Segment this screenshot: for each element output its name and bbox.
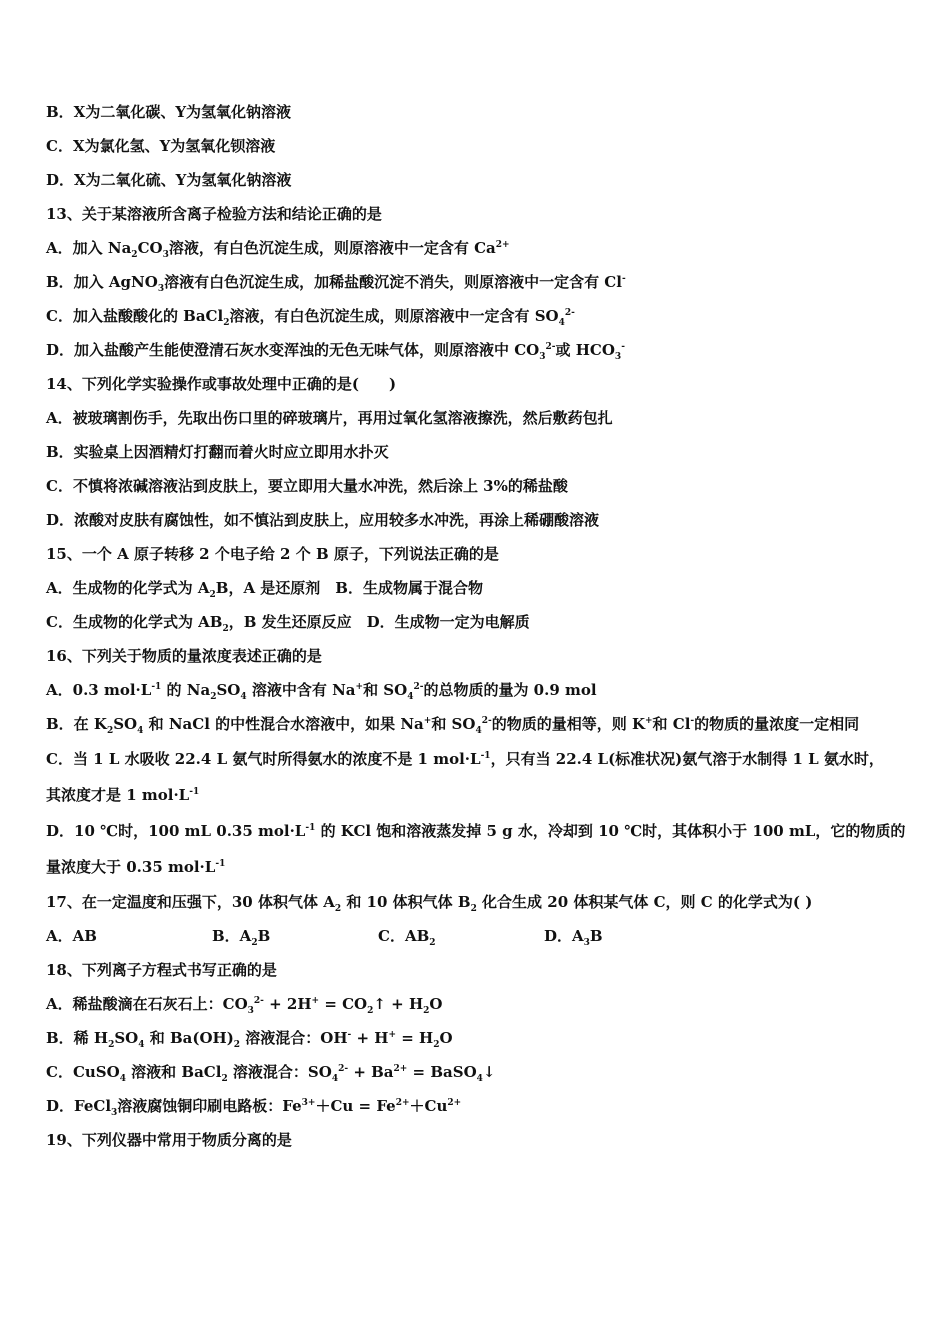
q14-stem: 14、下列化学实验操作或事故处理中正确的是( ) xyxy=(46,375,397,393)
q16-stem: 16、下列关于物质的量浓度表述正确的是 xyxy=(46,647,322,665)
q15-options-cd: C．生成物的化学式为 $AB_2$，B 发生还原反应 D．生成物一定为电解质 xyxy=(46,613,530,634)
q18-option-b: B．稀 $H_2SO_4$ 和 $Ba(OH)_2$ 溶液混合：$OH^- + H^+ = H_2O$ xyxy=(46,1029,453,1050)
q19-stem: 19、下列仪器中常用于物质分离的是 xyxy=(46,1131,292,1149)
q17-option-d: D．$A_3B$ xyxy=(544,927,603,948)
q15-options-ab: A．生成物的化学式为 $A_2B$，A 是还原剂 B．生成物属于混合物 xyxy=(46,579,483,600)
q17-option-a: A．AB xyxy=(46,927,97,945)
q14-option-d: D．浓酸对皮肤有腐蚀性，如不慎沾到皮肤上，应用较多水冲洗，再涂上稀硼酸溶液 xyxy=(46,511,600,529)
q13-option-a: A．加入 $Na_2CO_3$溶液，有白色沉淀生成，则原溶液中一定含有 $Ca^{2+}$ xyxy=(46,239,510,260)
q17-stem: 17、在一定温度和压强下，30 体积气体 $A_2$ 和 10 体积气体 $B_2$ 化合生成 20 体积某气体 C，则 C 的化学式为( ) xyxy=(46,893,813,914)
q18-stem: 18、下列离子方程式书写正确的是 xyxy=(46,961,277,979)
q16-option-c: C．当 1 L 水吸收 22.4 L 氨气时所得氨水的浓度不是 1 $mol\cdot L^{-1}$，只有当 22.4 L(标准状况)氨气溶于水制得 1 L 氨水时， xyxy=(46,750,884,768)
q14-option-b: B．实验桌上因酒精灯打翻而着火时应立即用水扑灭 xyxy=(46,443,389,461)
q14-option-c: C．不慎将浓碱溶液沾到皮肤上，要立即用大量水冲洗，然后涂上 3%的稀盐酸 xyxy=(46,477,568,495)
q12-option-c: C．X为氯化氢、Y为氢氧化钡溶液 xyxy=(46,137,276,155)
q17-options xyxy=(46,919,906,953)
q16-option-b: B．在 $K_2SO_4$ 和 NaCl 的中性混合水溶液中，如果 Na+和 $SO_4^{2-}$的物质的量相等，则 K+和 Cl-的物质的量浓度一定相同 xyxy=(46,715,860,736)
q13-option-b: B．加入 AgNO$_3$溶液有白色沉淀生成，加稀盐酸沉淀不消失，则原溶液中一定含有 Cl- xyxy=(46,273,626,294)
q13-stem: 13、关于某溶液所含离子检验方法和结论正确的是 xyxy=(46,205,382,223)
q16-option-d: D．10 ℃时，100 mL 0.35 $mol\cdot L^{-1}$ 的 KCl 饱和溶液蒸发掉 5 g 水，冷却到 10 ℃时，其体积小于 100 mL，它的物质的 xyxy=(46,822,906,840)
q14-option-a: A．被玻璃割伤手，先取出伤口里的碎玻璃片，再用过氧化氢溶液擦洗，然后敷药包扎 xyxy=(46,409,613,427)
q12-option-b: B．X为二氧化碳、Y为氢氧化钠溶液 xyxy=(46,103,292,121)
q16-option-d-cont: 量浓度大于 0.35 $mol\cdot L^{-1}$ xyxy=(46,858,226,876)
document-page xyxy=(46,95,906,1157)
q13-option-d: D．加入盐酸产生能使澄清石灰水变浑浊的无色无味气体，则原溶液中 $CO_3^{2-}$或 $HCO_3^-$ xyxy=(46,341,625,362)
q18-option-c: C．CuSO$_4$ 溶液和 BaCl$_2$ 溶液混合：$SO_4^{2-} + Ba^{2+}$ = BaSO$_4$↓ xyxy=(46,1063,496,1084)
q12-option-d: D．X为二氧化硫、Y为氢氧化钠溶液 xyxy=(46,171,292,189)
q18-option-d: D．FeCl$_3$溶液腐蚀铜印刷电路板：$Fe^{3+}+Cu = Fe^{2+}+Cu^{2+}$ xyxy=(46,1097,462,1118)
q16-option-a: A．0.3 $mol\cdot L^{-1}$ 的 $Na_2SO_4$ 溶液中含有 Na+和 $SO_4^{2-}$的总物质的量为 0.9 mol xyxy=(46,681,597,702)
q17-option-c: C．$AB_2$ xyxy=(378,927,436,948)
q18-option-a: A．稀盐酸滴在石灰石上：$CO_3^{2-} + 2H^+$ = $CO_2↑ + H_2O$ xyxy=(46,995,443,1016)
q17-option-b: B．$A_2B$ xyxy=(212,927,271,948)
q13-option-c: C．加入盐酸酸化的 BaCl$_2$溶液，有白色沉淀生成，则原溶液中一定含有 $SO_4^{2-}$ xyxy=(46,307,575,328)
q15-stem: 15、一个 A 原子转移 2 个电子给 2 个 B 原子，下列说法正确的是 xyxy=(46,545,499,563)
q16-option-c-cont: 其浓度才是 1 $mol\cdot L^{-1}$ xyxy=(46,786,200,804)
